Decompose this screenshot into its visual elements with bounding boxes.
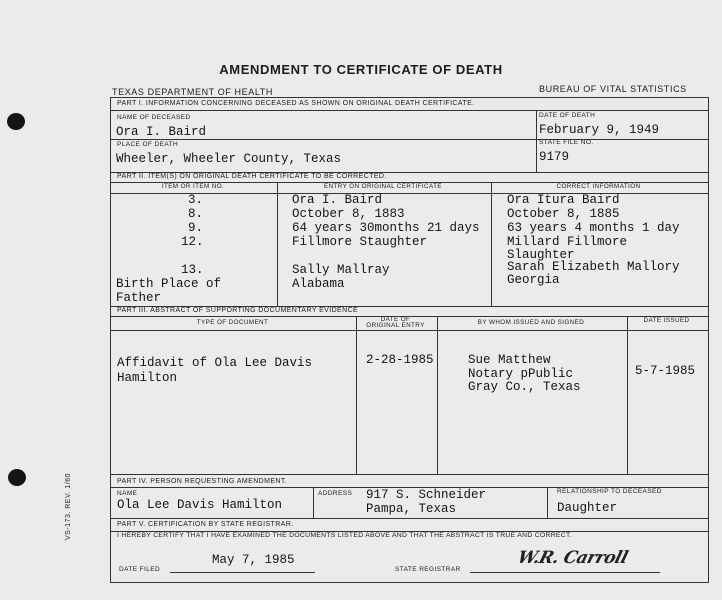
place-of-death-label: PLACE OF DEATH xyxy=(117,141,179,148)
item-number: 9. xyxy=(188,221,204,235)
page-title: AMENDMENT TO CERTIFICATE OF DEATH xyxy=(219,62,503,77)
original-entry: Alabama xyxy=(292,277,345,291)
date-filed-line xyxy=(170,572,315,573)
correct-entry: Georgia xyxy=(507,273,560,287)
form-code: VS-173. REV. 1/60 xyxy=(65,472,72,540)
relationship: Daughter xyxy=(557,501,618,515)
correct-entry: October 8, 1885 xyxy=(507,207,620,221)
original-date-column-header: DATE OF xyxy=(380,316,411,323)
state-file-label: STATE FILE NO. xyxy=(539,139,594,146)
registrar-signature: W.R. Carroll xyxy=(515,548,630,568)
deceased-name: Ora I. Baird xyxy=(116,125,207,139)
requester-name-label: NAME xyxy=(117,490,138,497)
requester-address: 917 S. Schneider xyxy=(366,488,487,502)
item-number: 13. xyxy=(181,263,204,277)
original-entry: Sally Mallray xyxy=(292,263,390,277)
correct-entry: Sarah Elizabeth Mallory xyxy=(507,260,680,274)
registrar-signature-line xyxy=(470,572,660,573)
punch-hole-top xyxy=(7,113,25,130)
document-type-column-header: TYPE OF DOCUMENT xyxy=(196,319,269,326)
part4-heading: PART IV. PERSON REQUESTING AMENDMENT. xyxy=(117,478,288,485)
item-description: Birth Place of xyxy=(116,277,222,291)
deceased-name-label: NAME OF DECEASED xyxy=(117,114,191,121)
part2-heading: PART II. ITEM(S) ON ORIGINAL DEATH CERTIFICATE TO BE CORRECTED. xyxy=(117,173,387,180)
signed-by: Notary pPublic xyxy=(468,367,574,381)
item-column-header: ITEM OR ITEM NO. xyxy=(161,183,225,190)
part1-heading: PART I. INFORMATION CONCERNING DECEASED AS SHOWN ON ORIGINAL DEATH CERTIFICATE. xyxy=(117,100,475,107)
date-of-death-label: DATE OF DEATH xyxy=(539,112,596,119)
address-label: ADDRESS xyxy=(318,490,353,497)
certification-statement: I HEREBY CERTIFY THAT I HAVE EXAMINED THE DOCUMENTS LISTED ABOVE AND THAT THE ABSTRACT IS TRUE AND CORRECT. xyxy=(117,532,572,539)
part3-heading: PART III. ABSTRACT OF SUPPORTING DOCUMENTARY EVIDENCE xyxy=(117,307,359,314)
original-entry: 64 years 30months 21 days xyxy=(292,221,480,235)
department-name: TEXAS DEPARTMENT OF HEALTH xyxy=(112,87,273,97)
original-entry: Fillmore Staughter xyxy=(292,235,428,249)
requester-name: Ola Lee Davis Hamilton xyxy=(117,498,283,512)
requester-address: Pampa, Texas xyxy=(366,502,457,516)
original-entry-column-header: ENTRY ON ORIGINAL CERTIFICATE xyxy=(324,183,442,190)
bureau-name: BUREAU OF VITAL STATISTICS xyxy=(539,84,687,94)
item-number: 12. xyxy=(181,235,204,249)
original-entry-date: 2-28-1985 xyxy=(366,353,434,367)
original-entry: Ora I. Baird xyxy=(292,193,383,207)
document-type: Hamilton xyxy=(117,371,178,385)
signed-by: Gray Co., Texas xyxy=(468,380,581,394)
item-description: Father xyxy=(116,291,162,305)
date-issued-column-header: DATE ISSUED xyxy=(643,317,690,324)
relationship-label: RELATIONSHIP TO DECEASED xyxy=(557,488,662,495)
state-registrar-label: STATE REGISTRAR xyxy=(395,566,461,573)
item-number: 3. xyxy=(188,193,204,207)
place-of-death: Wheeler, Wheeler County, Texas xyxy=(116,152,342,166)
signed-by: Sue Matthew xyxy=(468,353,551,367)
item-number: 8. xyxy=(188,207,204,221)
original-date-column-header-2: ORIGINAL ENTRY xyxy=(366,322,425,329)
punch-hole-bottom xyxy=(8,469,26,486)
document-type: Affidavit of Ola Lee Davis xyxy=(117,356,313,370)
correct-entry: Millard Fillmore xyxy=(507,235,628,249)
date-filed: May 7, 1985 xyxy=(212,553,295,567)
issued-by-column-header: BY WHOM ISSUED AND SIGNED xyxy=(477,319,585,326)
part5-heading: PART V. CERTIFICATION BY STATE REGISTRAR. xyxy=(117,521,294,528)
correct-entry: Slaughter xyxy=(507,248,575,262)
correct-entry: 63 years 4 months 1 day xyxy=(507,221,680,235)
date-filed-label: DATE FILED xyxy=(119,566,161,573)
state-file-number: 9179 xyxy=(539,150,570,164)
correct-entry: Ora Itura Baird xyxy=(507,193,620,207)
original-entry: October 8, 1883 xyxy=(292,207,405,221)
correct-info-column-header: CORRECT INFORMATION xyxy=(556,183,641,190)
date-of-death: February 9, 1949 xyxy=(539,123,660,137)
date-issued: 5-7-1985 xyxy=(635,364,696,378)
